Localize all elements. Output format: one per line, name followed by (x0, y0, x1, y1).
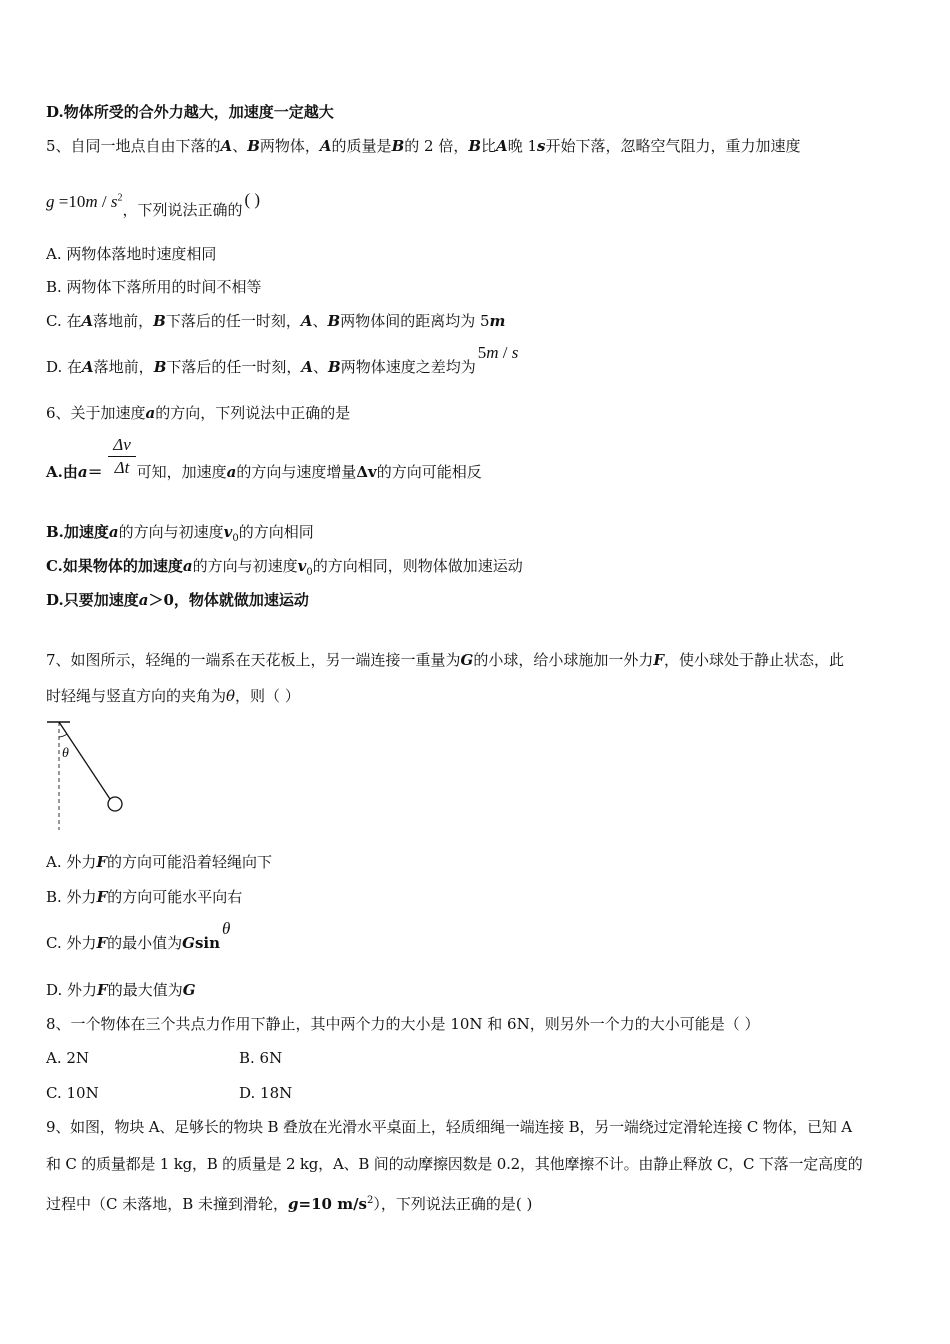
q5-text: 两物体， (259, 137, 320, 155)
q6-option-c: C.如果物体的加速度a的方向与初速度$v_0$的方向相同，则物体做加速运动 (46, 557, 523, 578)
q5-text: 晚 1 (507, 137, 537, 155)
q7-option-a: A. 外力F的方向可能沿着轻绳向下 (46, 853, 273, 871)
q5-option-d: D. 在A落地前，B下落后的任一时刻，A、B两物体速度之差均为5m / s (46, 343, 519, 376)
q5-text: 开始下落，忽略空气阻力，重力加速度 (545, 137, 801, 155)
q5-var: A (220, 137, 233, 155)
q7-option-d: D. 外力F的最大值为G (46, 981, 196, 999)
q8-option-b: B. 6N (239, 1049, 283, 1067)
angle-arc (59, 734, 67, 737)
q5-var: B (247, 137, 260, 155)
theta-label: θ (62, 746, 69, 761)
q5-var: B (468, 137, 482, 155)
q6-stem: 6、关于加速度a的方向，下列说法中正确的是 (46, 404, 351, 422)
q5-option-b-text: B. 两物体下落所用的时间不相等 (46, 278, 262, 296)
q9-stem-line2: 和 C 的质量都是 1 kg，B 的质量是 2 kg，A、B 间的动摩擦因数是 0.2，其他摩擦不计。由静止释放 C，C 下落一定高度的 (46, 1155, 863, 1173)
q5-option-a (46, 244, 216, 264)
answer-bracket: ( ) (244, 189, 261, 209)
q5-text: 的质量是 (331, 137, 392, 155)
q6-option-d: D.只要加速度a＞0，物体就做加速运动 (46, 591, 309, 609)
q5-text: 比 (481, 137, 497, 155)
q9-stem-line3: 过程中（C 未落地，B 未撞到滑轮，g=10 $m/s^2$），下列说法正确的是( ) (46, 1195, 533, 1213)
q7-stem: 7、如图所示，轻绳的一端系在天花板上，另一端连接一重量为G的小球，给小球施加一外力F，使小球处于静止状态，此 (46, 651, 845, 669)
q4-option-d (46, 102, 334, 122)
q6-option-a: A.由a＝ 可知，加速度a的方向与速度增量Δv的方向可能相反 (46, 463, 482, 481)
pendulum-diagram (40, 715, 140, 835)
q8-option-a: A. 2N (46, 1049, 90, 1067)
q8-option-c: C. 10N (46, 1084, 99, 1102)
ball-icon (108, 797, 122, 811)
q5-option-a-text: A. 两物体落地时速度相同 (46, 245, 217, 263)
velocity-diff-formula: 5m / s (477, 343, 519, 362)
q5-option-c: C. 在A落地前，B下落后的任一时刻，A、B两物体间的距离均为 5m (46, 312, 506, 330)
q5-text: ，下列说法正确的 (122, 200, 243, 219)
q5-text: 5、自同一地点自由下落的 (46, 137, 221, 155)
q5-text: 、 (232, 137, 248, 155)
q5-text: 的 2 倍， (404, 137, 469, 155)
q6-option-b: B.加速度a的方向与初速度$v_0$的方向相同 (46, 523, 314, 544)
q7-option-b: B. 外力F的方向可能水平向右 (46, 888, 243, 906)
q8-text: 8、一个物体在三个共点力作用下静止，其中两个力的大小是 10N 和 6N，则另外一个力的大小可能是（ ） (46, 1015, 760, 1033)
q8-option-d: D. 18N (239, 1084, 293, 1102)
q5-option-b (46, 277, 262, 297)
q9-stem: 9、如图，物块 A、足够长的物块 B 叠放在光滑水平桌面上，轻质细绳一端连接 B，另一端绕过定滑轮连接 C 物体，已知 A (46, 1118, 852, 1136)
q5-var: A (319, 137, 332, 155)
q5-var: B (391, 137, 405, 155)
q4-option-d-text: D.物体所受的合外力越大，加速度一定越大 (46, 103, 334, 121)
q5-var: A (496, 137, 508, 155)
q7-stem-line2: 时轻绳与竖直方向的夹角为θ，则（ ） (46, 687, 300, 705)
gravity-formula: $g =10m / s^2$ (46, 191, 123, 211)
fraction-denominator: Δt (114, 458, 130, 477)
q7-option-c: C. 外力F的最小值为Gsinθ (46, 919, 231, 952)
fraction-numerator: Δv (113, 435, 131, 454)
q5-stem-line2 (46, 188, 261, 219)
q5-var: s (537, 137, 546, 155)
q5-stem (46, 136, 800, 156)
q8-stem (46, 1014, 760, 1034)
